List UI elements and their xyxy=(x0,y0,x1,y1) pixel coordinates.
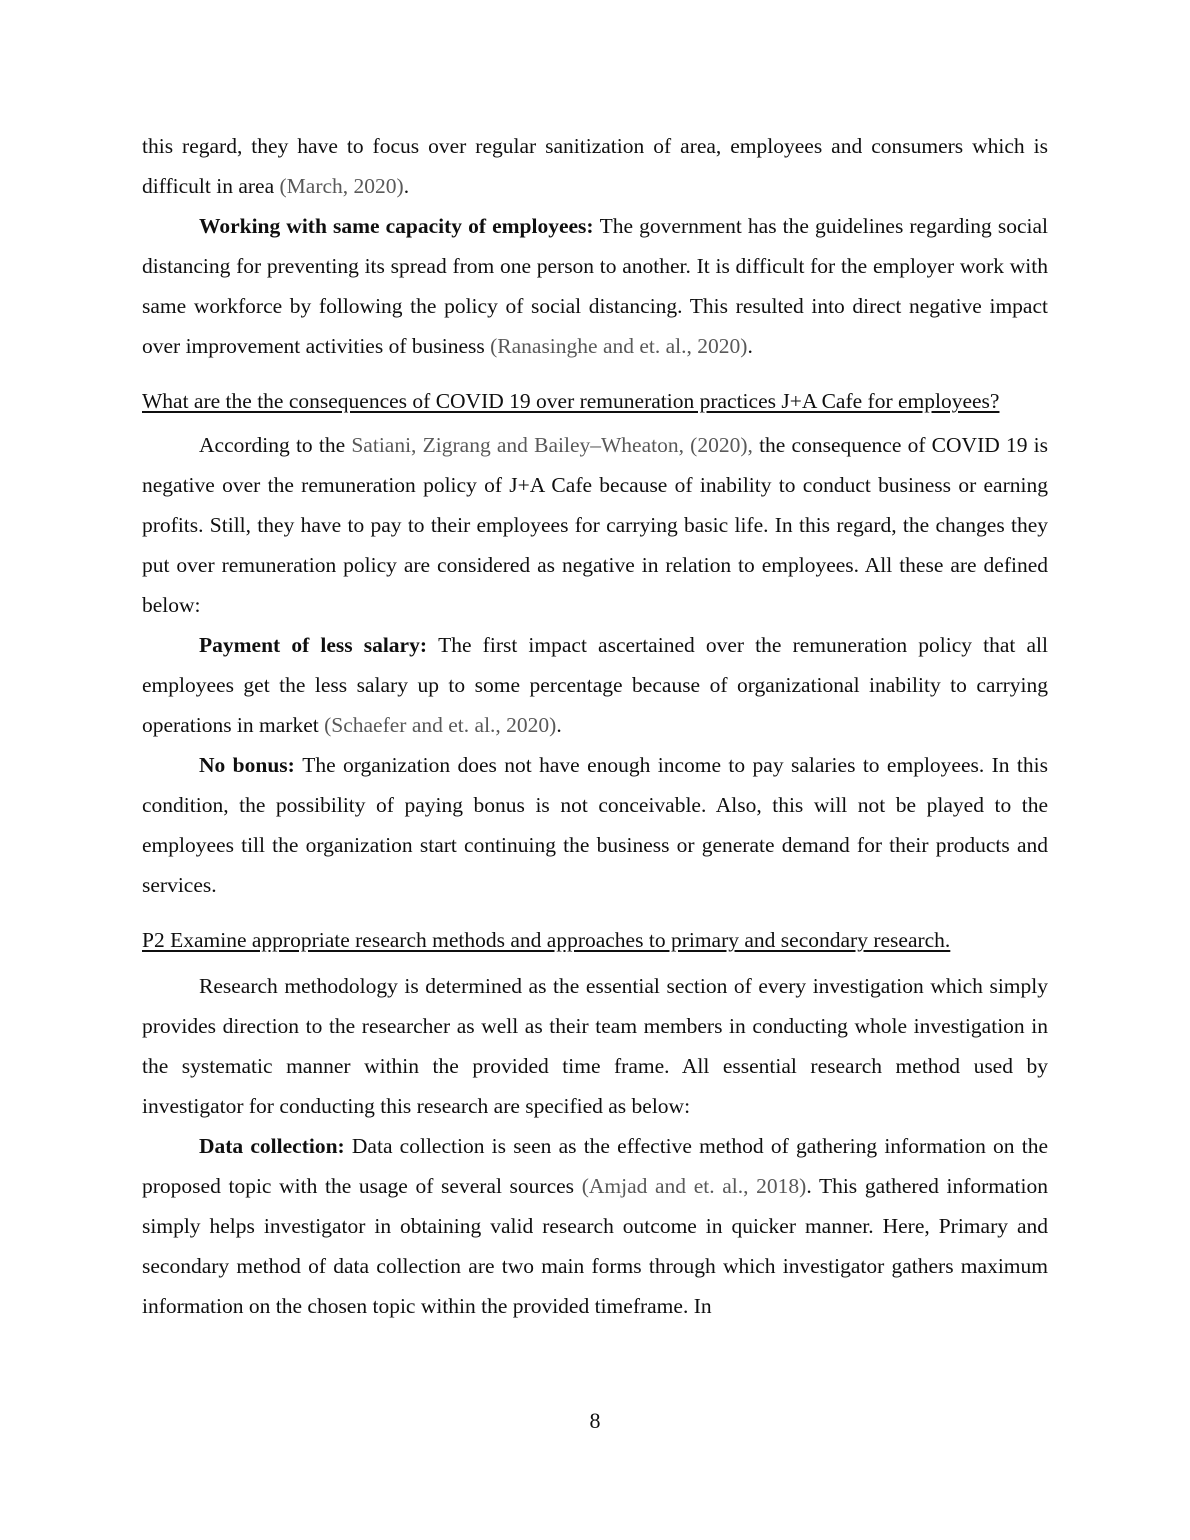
body-text: The government has the guidelines regarding social distancing for preventing its spread from one person to another. It is difficult for the employer work with same workforce by following the policy of social distancing. This resulted into direct negative impact over improvement activities of business xyxy=(142,214,1048,358)
bold-lead-label: Working with same capacity of employees: xyxy=(199,214,600,238)
bold-lead-label: Payment of less salary: xyxy=(199,633,439,657)
bold-lead-label: Data collection: xyxy=(199,1134,352,1158)
body-text: . xyxy=(403,174,410,198)
paragraph xyxy=(142,745,1048,905)
body-text: The first impact ascertained over the remuneration policy that all employees get the less salary up to some percentage because of organizational inability to carrying operations in market xyxy=(142,633,1049,737)
bold-lead-label: No bonus: xyxy=(199,753,303,777)
page-body xyxy=(142,126,1048,1326)
paragraph xyxy=(142,206,1048,366)
citation-text: (Schaefer and et. al., 2020) xyxy=(324,713,557,737)
paragraph xyxy=(142,1126,1048,1326)
citation-text: Satiani, Zigrang and Bailey–Wheaton, (2020), xyxy=(351,433,753,457)
body-text: P2 Examine appropriate research methods and approaches to primary and secondary research. xyxy=(142,928,951,952)
body-text: . xyxy=(556,713,562,737)
citation-text: (Amjad and et. al., 2018) xyxy=(581,1174,807,1198)
body-text: The organization does not have enough income to pay salaries to employees. In this condition, the possibility of paying bonus is not conceivable. Also, this will not be played to the employees till the organization start continuing the business or generate demand for their products and services. xyxy=(142,753,1048,897)
page-number: 8 xyxy=(589,1408,601,1433)
citation-text: (March, 2020) xyxy=(279,174,404,198)
body-text: Data collection is seen as the effective method of gathering information on the proposed topic with the usage of several sources xyxy=(142,1134,1048,1198)
paragraph xyxy=(142,425,1048,625)
paragraph xyxy=(142,966,1048,1126)
section-heading xyxy=(142,920,1048,960)
body-text: Research methodology is determined as the essential section of every investigation which simply provides direction to the researcher as well as their team members in conducting whole investigation in the systematic manner within the provided time frame. All essential research method used by investigator for conducting this research are specified as below: xyxy=(142,974,1048,1118)
body-text: What are the the consequences of COVID 19 over remuneration practices J+A Cafe for employees? xyxy=(142,389,1000,413)
body-text: this regard, they have to focus over regular sanitization of area, employees and consumers which is difficult in area xyxy=(142,134,1048,198)
body-text: the consequence of COVID 19 is negative over the remuneration policy of J+A Cafe because of inability to conduct business or earning profits. Still, they have to pay to their employees for carrying basic life. In this regard, the changes they put over remuneration policy are considered as negative in relation to employees. All these are defined below: xyxy=(142,433,1048,617)
paragraph xyxy=(142,625,1048,745)
body-text: . xyxy=(747,334,753,358)
citation-text: (Ranasinghe and et. al., 2020) xyxy=(490,334,748,358)
paragraph xyxy=(142,126,1048,206)
body-text: According to the xyxy=(199,433,352,457)
body-text: . This gathered information simply helps investigator in obtaining valid research outcome in quicker manner. Here, Primary and secondary method of data collection are two main forms through which investigator gathers maximum information on the chosen topic within the provided timeframe. In xyxy=(142,1174,1048,1318)
section-heading xyxy=(142,381,1048,421)
